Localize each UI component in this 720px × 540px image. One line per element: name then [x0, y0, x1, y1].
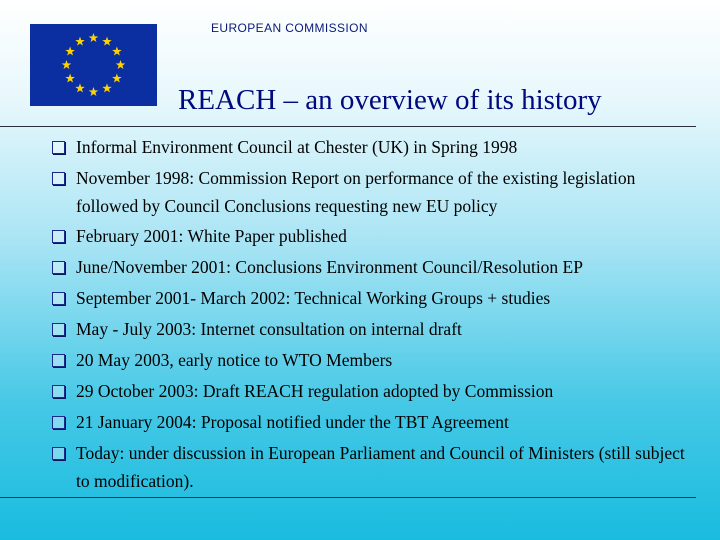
flag-star — [116, 60, 126, 69]
checkbox-bullet-icon — [52, 230, 65, 243]
flag-star — [75, 83, 85, 92]
checkbox-bullet-icon — [52, 141, 65, 154]
top-divider — [0, 126, 696, 127]
checkbox-bullet-icon — [52, 323, 65, 336]
slide-title: REACH – an overview of its history — [178, 84, 602, 116]
flag-star — [102, 37, 112, 46]
flag-star — [112, 47, 122, 56]
flag-star — [75, 37, 85, 46]
checkbox-bullet-icon — [52, 385, 65, 398]
organization-name: EUROPEAN COMMISSION — [211, 21, 368, 35]
eu-flag-icon — [30, 24, 157, 106]
flag-star — [112, 74, 122, 83]
flag-star — [89, 33, 99, 42]
checkbox-bullet-icon — [52, 261, 65, 274]
flag-star — [62, 60, 72, 69]
flag-star — [102, 83, 112, 92]
checkbox-bullet-icon — [52, 172, 65, 185]
flag-star — [65, 74, 75, 83]
checkbox-bullet-icon — [52, 354, 65, 367]
checkbox-bullet-icon — [52, 447, 65, 460]
flag-star — [65, 47, 75, 56]
checkbox-bullet-icon — [52, 292, 65, 305]
bottom-divider — [0, 497, 696, 498]
checkbox-bullet-icon — [52, 416, 65, 429]
flag-star — [89, 87, 99, 96]
